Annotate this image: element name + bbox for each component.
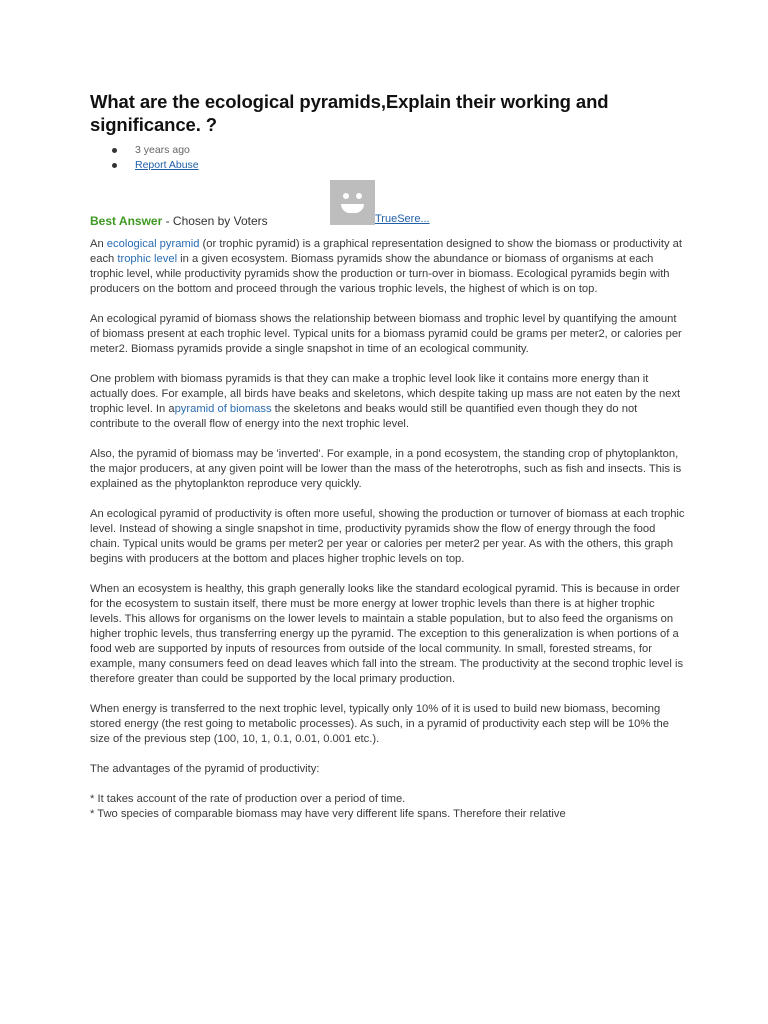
best-answer-label: Best Answer: [90, 214, 163, 228]
advantage-item-2: * Two species of comparable biomass may have very different life spans. Therefore their relative: [90, 808, 566, 820]
answer-paragraph-2: An ecological pyramid of biomass shows the relationship between biomass and trophic level by quantifying the amount of biomass present at each trophic level. Typical units for a biomass pyramid could be grams per meter2, or calories per meter2. Biomass pyramids provide a single snapshot in time of an ecological community.: [90, 313, 682, 355]
meta-time-item: [112, 143, 685, 158]
bullet-icon: [112, 148, 117, 153]
meta-report-item: [112, 158, 685, 173]
answer-paragraph-6: When an ecosystem is healthy, this graph generally looks like the standard ecological pyramid. This is because in order for the ecosystem to sustain itself, there must be more energy at lower trophic levels than there is at higher trophic levels. This allows for organisms on the lower levels to maintain a stable population, but to also feed the organisms on higher trophic levels, thus transferring energy up the pyramid. The exception to this generalization is when portions of a food web are supported by inputs of resources from outside of the local community. In small, forested streams, for example, many consumers feed on dead leaves which fall into the stream. The productivity at the second trophic level is therefore greater than could be supported by the local primary production.: [90, 583, 684, 685]
answer-page: [90, 90, 685, 822]
avatar-mouth: [341, 204, 364, 213]
answerer-name-link[interactable]: TrueSere...: [375, 213, 430, 225]
answer-text: An: [90, 238, 107, 250]
question-title: What are the ecological pyramids,Explain their working and significance. ?: [90, 91, 609, 135]
answer-paragraph-3: [90, 372, 685, 432]
question-meta: [90, 143, 685, 173]
pyramid-of-biomass-link[interactable]: pyramid of biomass: [174, 403, 272, 415]
answer-paragraph-1: [90, 237, 685, 297]
smiley-avatar-icon[interactable]: [330, 180, 375, 225]
answer-text: the skeletons and beaks would still be quantified even though they do not contribute to the overall flow of energy into the next trophic level.: [90, 403, 638, 430]
answer-text: in a given ecosystem. Biomass pyramids show the abundance or biomass of organisms at each trophic level, while productivity pyramids show the production or turn-over in biomass. Ecological pyramids begin with producers on the bottom and proceed through the various trophic levels, the highest of which is on top.: [90, 253, 670, 295]
advantages-list: [90, 792, 685, 822]
report-abuse-link[interactable]: Report Abuse: [135, 159, 199, 171]
answer-paragraph-8: The advantages of the pyramid of productivity:: [90, 763, 320, 775]
time-ago: 3 years ago: [135, 144, 190, 156]
avatar-eye-left: [343, 193, 349, 199]
bullet-icon: [112, 163, 117, 168]
trophic-level-link[interactable]: trophic level: [117, 253, 178, 265]
answer-text: (or trophic pyramid) is a graphical representation designed to show the biomass or productivity at each: [90, 238, 682, 265]
advantage-item-1: * It takes account of the rate of production over a period of time.: [90, 793, 406, 805]
answer-body: [90, 237, 685, 822]
answer-paragraph-4: Also, the pyramid of biomass may be 'inverted'. For example, in a pond ecosystem, the standing crop of phytoplankton, the major producers, at any given point will be lower than the mass of the heterotrophs, such as fish and insects. This is explained as the phytoplankton reproduce very quickly.: [90, 448, 682, 490]
avatar-eye-right: [356, 193, 362, 199]
answer-paragraph-7: When energy is transferred to the next trophic level, typically only 10% of it is used to build new biomass, becoming stored energy (the rest going to metabolic processes). As such, in a pyramid of productivity each step will be 10% the size of the previous step (100, 10, 1, 0.1, 0.01, 0.001 etc.).: [90, 703, 669, 745]
ecological-pyramid-link[interactable]: ecological pyramid: [106, 238, 200, 250]
best-answer-suffix: - Chosen by Voters: [162, 214, 268, 228]
answerer-row: [90, 180, 685, 226]
answer-text: One problem with biomass pyramids is that they can make a trophic level look like it contains more energy than it actually does. For example, all birds have beaks and skeletons, which despite taking up mass are not eaten by the next trophic level. In a: [90, 373, 681, 415]
answer-paragraph-5: An ecological pyramid of productivity is often more useful, showing the production or turnover of biomass at each trophic level. Instead of showing a single snapshot in time, productivity pyramids show the flow of energy through the food chain. Typical units would be grams per meter2 per year or calories per meter2 per year. As with the others, this graph begins with producers at the bottom and places higher trophic levels on top.: [90, 508, 685, 565]
